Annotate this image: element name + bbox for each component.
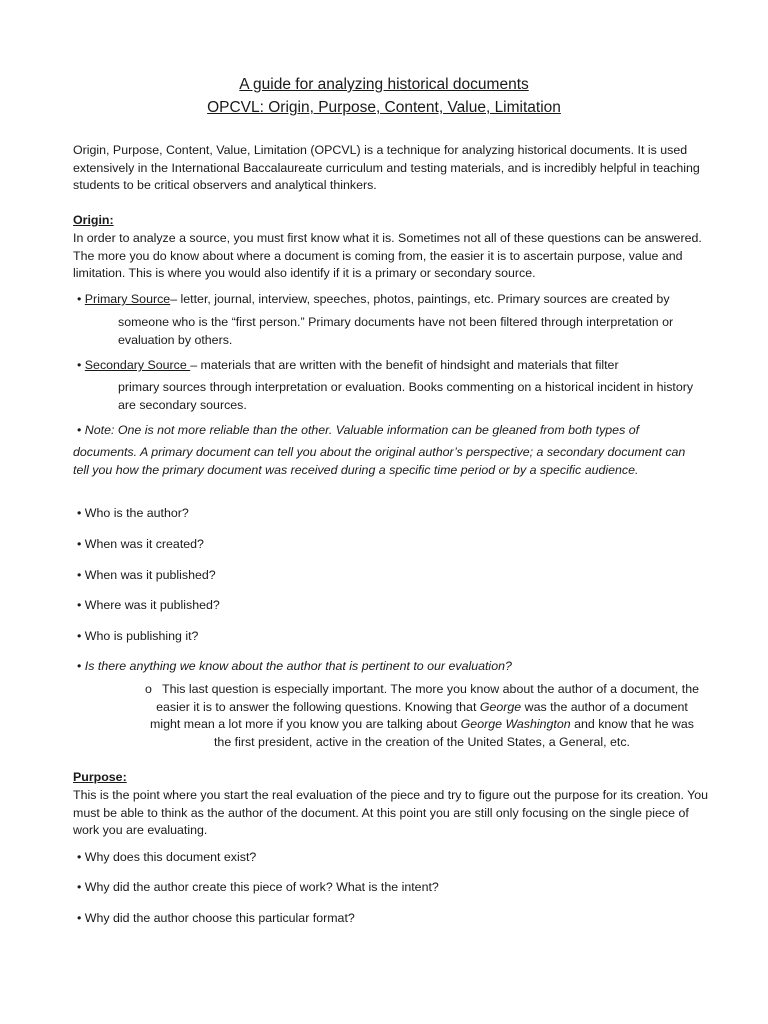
primary-source-bullet <box>77 291 697 309</box>
bullet-marker: • <box>77 358 82 372</box>
bullet-marker: • <box>77 423 82 437</box>
note-continuation: documents. A primary document can tell you about the original author’s perspective; a secondary document can tell you how the primary document was received during a specific time period or by a specific audience. <box>73 445 686 477</box>
question-item <box>77 628 697 646</box>
question-item <box>77 567 697 585</box>
question-text: When was it created? <box>84 537 204 551</box>
bullet-marker: • <box>77 506 82 520</box>
question-item <box>77 849 697 867</box>
origin-paragraph: In order to analyze a source, you must first know what it is. Sometimes not all of these questions can be answered. The more you do know about where a document is coming from, the easier it is to ascertain purpose, value and limitation. This is where you would also identify if it is a primary or secondary source. <box>73 231 702 280</box>
question-text: Who is the author? <box>84 506 189 520</box>
sub-bullet-author-note <box>142 681 702 751</box>
question-item <box>77 536 697 554</box>
purpose-paragraph: This is the point where you start the real evaluation of the piece and try to figure out the purpose for its creation. You must be able to think as the author of the document. At this point you are still only focusing on the single piece of work you are evaluating. <box>73 788 709 837</box>
secondary-source-text: – materials that are written with the benefit of hindsight and materials that filter <box>190 358 619 372</box>
sub-note-text-c: and know that he was the first president, active in the creation of the United States, a General, etc. <box>213 717 694 749</box>
primary-source-term: Primary Source <box>84 292 171 306</box>
purpose-heading: Purpose: <box>73 770 127 784</box>
bullet-marker: • <box>77 568 82 582</box>
bullet-marker: • <box>77 659 82 673</box>
question-item <box>77 879 697 897</box>
secondary-source-bullet <box>77 357 697 375</box>
sub-note-george: George <box>479 699 522 714</box>
bullet-marker: • <box>77 880 82 894</box>
sub-bullet-marker: o <box>144 682 152 696</box>
question-text: Who is publishing it? <box>84 629 199 643</box>
bullet-marker: • <box>77 850 82 864</box>
document-subtitle: OPCVL: Origin, Purpose, Content, Value, Limitation <box>207 99 561 116</box>
question-item <box>77 505 697 523</box>
note-bullet <box>77 422 697 440</box>
secondary-source-continuation: primary sources through interpretation or evaluation. Books commenting on a historical incident in history are secondary sources. <box>118 380 694 412</box>
primary-source-dash: – <box>170 292 181 306</box>
intro-paragraph: Origin, Purpose, Content, Value, Limitation (OPCVL) is a technique for analyzing historical documents. It is used extensively in the International Baccalaureate curriculum and testing materials, and is incredibly helpful in teaching students to be critical observers and analytical thinkers. <box>73 143 700 192</box>
question-text: Is there anything we know about the author that is pertinent to our evaluation? <box>84 659 512 673</box>
question-text: Why did the author create this piece of work? What is the intent? <box>84 880 439 894</box>
document-title: A guide for analyzing historical documents <box>239 76 529 93</box>
question-text: When was it published? <box>84 568 216 582</box>
bullet-marker: • <box>77 598 82 612</box>
question-item <box>77 597 697 615</box>
note-first-line: Note: One is not more reliable than the other. Valuable information can be gleaned from both types of <box>84 423 640 437</box>
primary-source-text: letter, journal, interview, speeches, photos, paintings, etc. Primary sources are created by <box>180 292 670 306</box>
sub-note-text-b: was the author of a document might mean a lot more if you know you are talking about <box>150 699 688 731</box>
question-item-pertinent <box>77 658 697 676</box>
sub-note-george-washington: George Washington <box>460 717 571 731</box>
question-text: Where was it published? <box>84 598 220 612</box>
bullet-marker: • <box>77 629 82 643</box>
question-item <box>77 910 697 928</box>
question-text: Why does this document exist? <box>84 850 257 864</box>
bullet-marker: • <box>77 292 82 306</box>
bullet-marker: • <box>77 911 82 925</box>
secondary-source-term: Secondary Source <box>84 358 191 372</box>
primary-source-continuation: someone who is the “first person.” Primary documents have not been filtered through interpretation or evaluation by others. <box>118 315 674 347</box>
question-text: Why did the author choose this particular format? <box>84 911 355 925</box>
bullet-marker: • <box>77 537 82 551</box>
origin-heading: Origin: <box>73 213 114 227</box>
sub-note-text-a: This last question is especially important. The more you know about the author of a document, the easier it is to answer the following questions. Knowing that <box>156 682 699 714</box>
